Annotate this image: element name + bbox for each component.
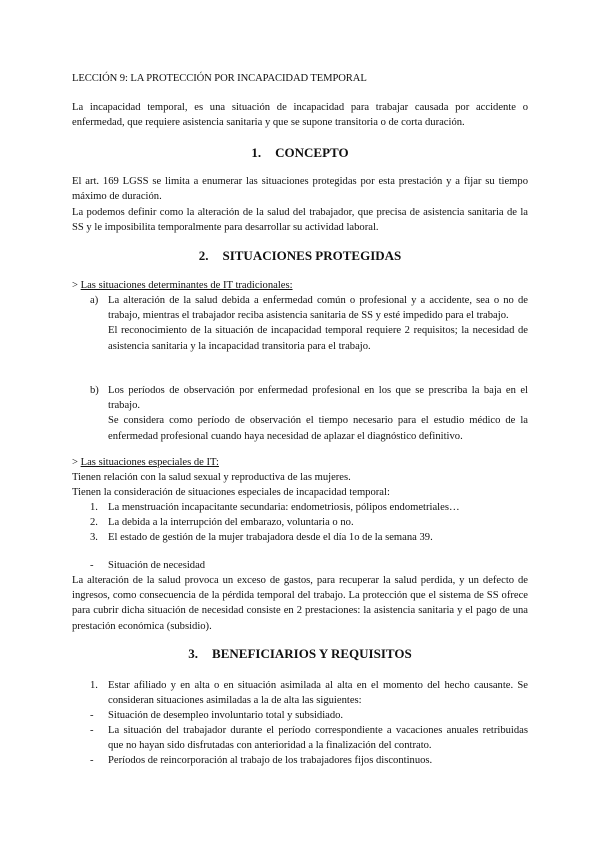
list-label: 1.: [90, 502, 98, 513]
list-label: a): [90, 295, 99, 306]
section-heading-situaciones: [72, 248, 528, 264]
list-extra: Se considera como período de observación el tiempo necesario para el estudio médico de la enfermedad profesional cuando haya necesidad de aplazar el diagnóstico definitivo.: [108, 415, 528, 442]
subsection-especiales: [72, 455, 528, 470]
section-title: SITUACIONES PROTEGIDAS: [222, 248, 402, 263]
prefix: >: [72, 457, 81, 468]
necesidad-title: Situación de necesidad: [108, 560, 206, 571]
document-title: LECCIÓN 9: LA PROTECCIÓN POR INCAPACIDAD TEMPORAL: [72, 73, 367, 84]
dash-label: -: [90, 560, 94, 571]
section-title: BENEFICIARIOS Y REQUISITOS: [212, 646, 412, 661]
concept-paragraph-1: El art. 169 LGSS se limita a enumerar las situaciones protegidas por esta prestación y a fijar su tiempo máximo de duración.: [72, 176, 528, 203]
list-text: Situación de desempleo involuntario total y subsidiado.: [108, 710, 344, 721]
list-item-b: [72, 383, 528, 444]
subsection-tradicionales: [72, 278, 528, 293]
subsection-label: Las situaciones determinantes de IT tradicionales:: [80, 280, 293, 291]
list-text: Estar afiliado y en alta o en situación asimilada al alta en el momento del hecho causante. Se consideran situaciones asimiladas a la de alta las siguientes:: [108, 680, 528, 707]
especiales-paragraph-1: Tienen relación con la salud sexual y reproductiva de las mujeres.: [72, 472, 351, 483]
section-number: 3.: [188, 646, 199, 661]
list-label: 2.: [90, 517, 98, 528]
section-number: 2.: [198, 248, 209, 263]
dash-item-3: [72, 753, 528, 768]
list-label: b): [90, 385, 99, 396]
list-text: La alteración de la salud debida a enfermedad común o profesional y a accidente, sea o no de trabajo, mientras el trabajador reciba asistencia sanitaria de SS y esté impedido para el trabajo.: [108, 295, 528, 322]
list-item-1: [72, 500, 528, 515]
dash-label: -: [90, 725, 94, 736]
list-item-3: [72, 530, 528, 545]
necesidad-paragraph: La alteración de la salud provoca un exceso de gastos, para recuperar la salud perdida, y un defecto de ingresos, como consecuencia de la pérdida temporal del trabajo. La protección que el sistema de SS ofrece para cubrir dicha situación de necesidad consiste en 2 prestaciones: la asistencia sanitaria y el pago de una prestación económica (subsidio).: [72, 575, 528, 632]
concept-paragraph-2: La podemos definir como la alteración de la salud del trabajador, que precisa de asistencia sanitaria de la SS y le imposibilita temporalmente para desarrollar su actividad laboral.: [72, 207, 528, 234]
subsection-label: Las situaciones especiales de IT:: [80, 457, 219, 468]
list-item-2: [72, 515, 528, 530]
section-number: 1.: [251, 145, 262, 160]
section-title: CONCEPTO: [275, 145, 349, 160]
list-text: El estado de gestión de la mujer trabajadora desde el día 1o de la semana 39.: [108, 532, 433, 543]
intro-paragraph: La incapacidad temporal, es una situación de incapacidad para trabajar causada por accidente o enfermedad, que requiere asistencia sanitaria y que se supone transitoria o de corta duración.: [72, 102, 528, 129]
prefix: >: [72, 280, 81, 291]
list-label: 1.: [90, 680, 98, 691]
especiales-paragraph-2: Tienen la consideración de situaciones especiales de incapacidad temporal:: [72, 487, 390, 498]
list-text: Períodos de reincorporación al trabajo de los trabajadores fijos discontinuos.: [108, 755, 433, 766]
dash-label: -: [90, 710, 94, 721]
dash-item-1: [72, 708, 528, 723]
requisito-item-1: [72, 678, 528, 708]
list-text: La menstruación incapacitante secundaria: endometriosis, pólipos endometriales…: [108, 502, 460, 513]
section-heading-concepto: [72, 145, 528, 161]
list-text: Los períodos de observación por enfermedad profesional en los que se prescriba la baja en el trabajo.: [108, 385, 528, 412]
list-extra: El reconocimiento de la situación de incapacidad temporal requiere 2 requisitos; la necesidad de asistencia sanitaria y la incapacidad transitoria para el trabajo.: [108, 325, 528, 352]
list-label: 3.: [90, 532, 98, 543]
section-heading-beneficiarios: [72, 646, 528, 662]
list-text: La debida a la interrupción del embarazo, voluntaria o no.: [108, 517, 354, 528]
dash-item-2: [72, 723, 528, 753]
dash-label: -: [90, 755, 94, 766]
necesidad-item: [72, 558, 528, 573]
list-text: La situación del trabajador durante el período correspondiente a vacaciones anuales retribuidas que no hayan sido disfrutadas con anterioridad a la finalización del contrato.: [108, 725, 528, 752]
list-item-a: [72, 293, 528, 354]
